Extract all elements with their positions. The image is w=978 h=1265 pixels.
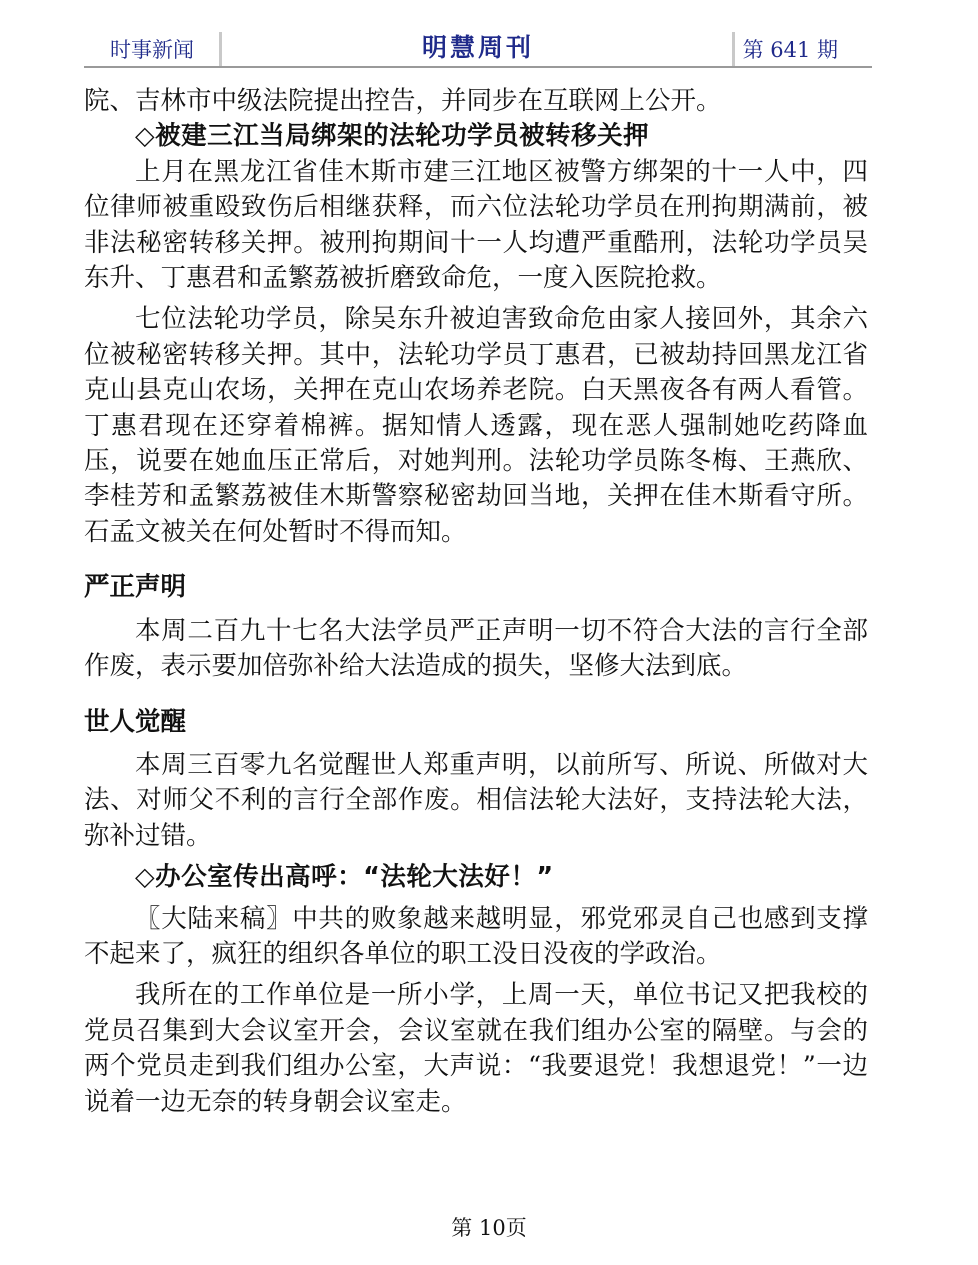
paragraph: 本周二百九十七名大法学员严正声明一切不符合大法的言行全部作废，表示要加倍弥补给大法造成的损失，坚修大法到底。: [84, 615, 868, 682]
section-heading-awakening: 世人觉醒: [84, 706, 187, 737]
issue-number: 第 641 期: [742, 38, 838, 62]
subheading-transfer-detention: ◇被建三江当局绑架的法轮功学员被转移关押: [135, 121, 650, 152]
article-body: [84, 84, 868, 1120]
paragraph: 〖大陆来稿〗中共的败象越来越明显，邪党邪灵自己也感到支撑不起来了，疯狂的组织各单位的职工没日没夜的学政治。: [84, 903, 868, 969]
paragraph: 我所在的工作单位是一所小学，上周一天，单位书记又把我校的党员召集到大会议室开会，会议室就在我们组办公室的隔壁。与会的两个党员走到我们组办公室，大声说：“我要退党！我想退党！”一边说着一边无奈的转身朝会议室走。: [84, 980, 868, 1117]
header-rule: [84, 66, 872, 68]
paragraph: 七位法轮功学员，除吴东升被迫害致命危由家人接回外，其余六位被秘密转移关押。其中，法轮功学员丁惠君，已被劫持回黑龙江省克山县克山农场，关押在克山农场养老院。白天黑夜各有两人看管。丁惠君现在还穿着棉裤。据知情人透露，现在恶人强制她吃药降血压，说要在她血压正常后，对她判刑。法轮功学员陈冬梅、王燕欣、李桂芳和孟繁荔被佳木斯警察秘密劫回当地，关押在佳木斯看守所。石孟文被关在何处暂时不得而知。: [84, 304, 868, 547]
page-number: 第 10页: [451, 1216, 527, 1240]
subheading-office-shout: ◇办公室传出高呼：“法轮大法好！”: [135, 862, 554, 893]
header-divider-right: [732, 32, 735, 66]
paragraph: 上月在黑龙江省佳木斯市建三江地区被警方绑架的十一人中，四位律师被重殴致伤后相继获释，而六位法轮功学员在刑拘期满前，被非法秘密转移关押。被刑拘期间十一人均遭严重酷刑，法轮功学员吴东升、丁惠君和孟繁荔被折磨致命危，一度入医院抢救。: [84, 156, 868, 294]
publication-title: 明慧周刊: [421, 33, 534, 62]
section-label: 时事新闻: [110, 38, 194, 62]
section-heading-solemn-declaration: 严正声明: [84, 572, 187, 603]
page-header: [84, 28, 872, 66]
paragraph-continuation: 院、吉林市中级法院提出控告，并同步在互联网上公开。: [84, 86, 722, 116]
paragraph: 本周三百零九名觉醒世人郑重声明，以前所写、所说、所做对大法、对师父不利的言行全部作废。相信法轮大法好，支持法轮大法，弥补过错。: [84, 749, 868, 851]
